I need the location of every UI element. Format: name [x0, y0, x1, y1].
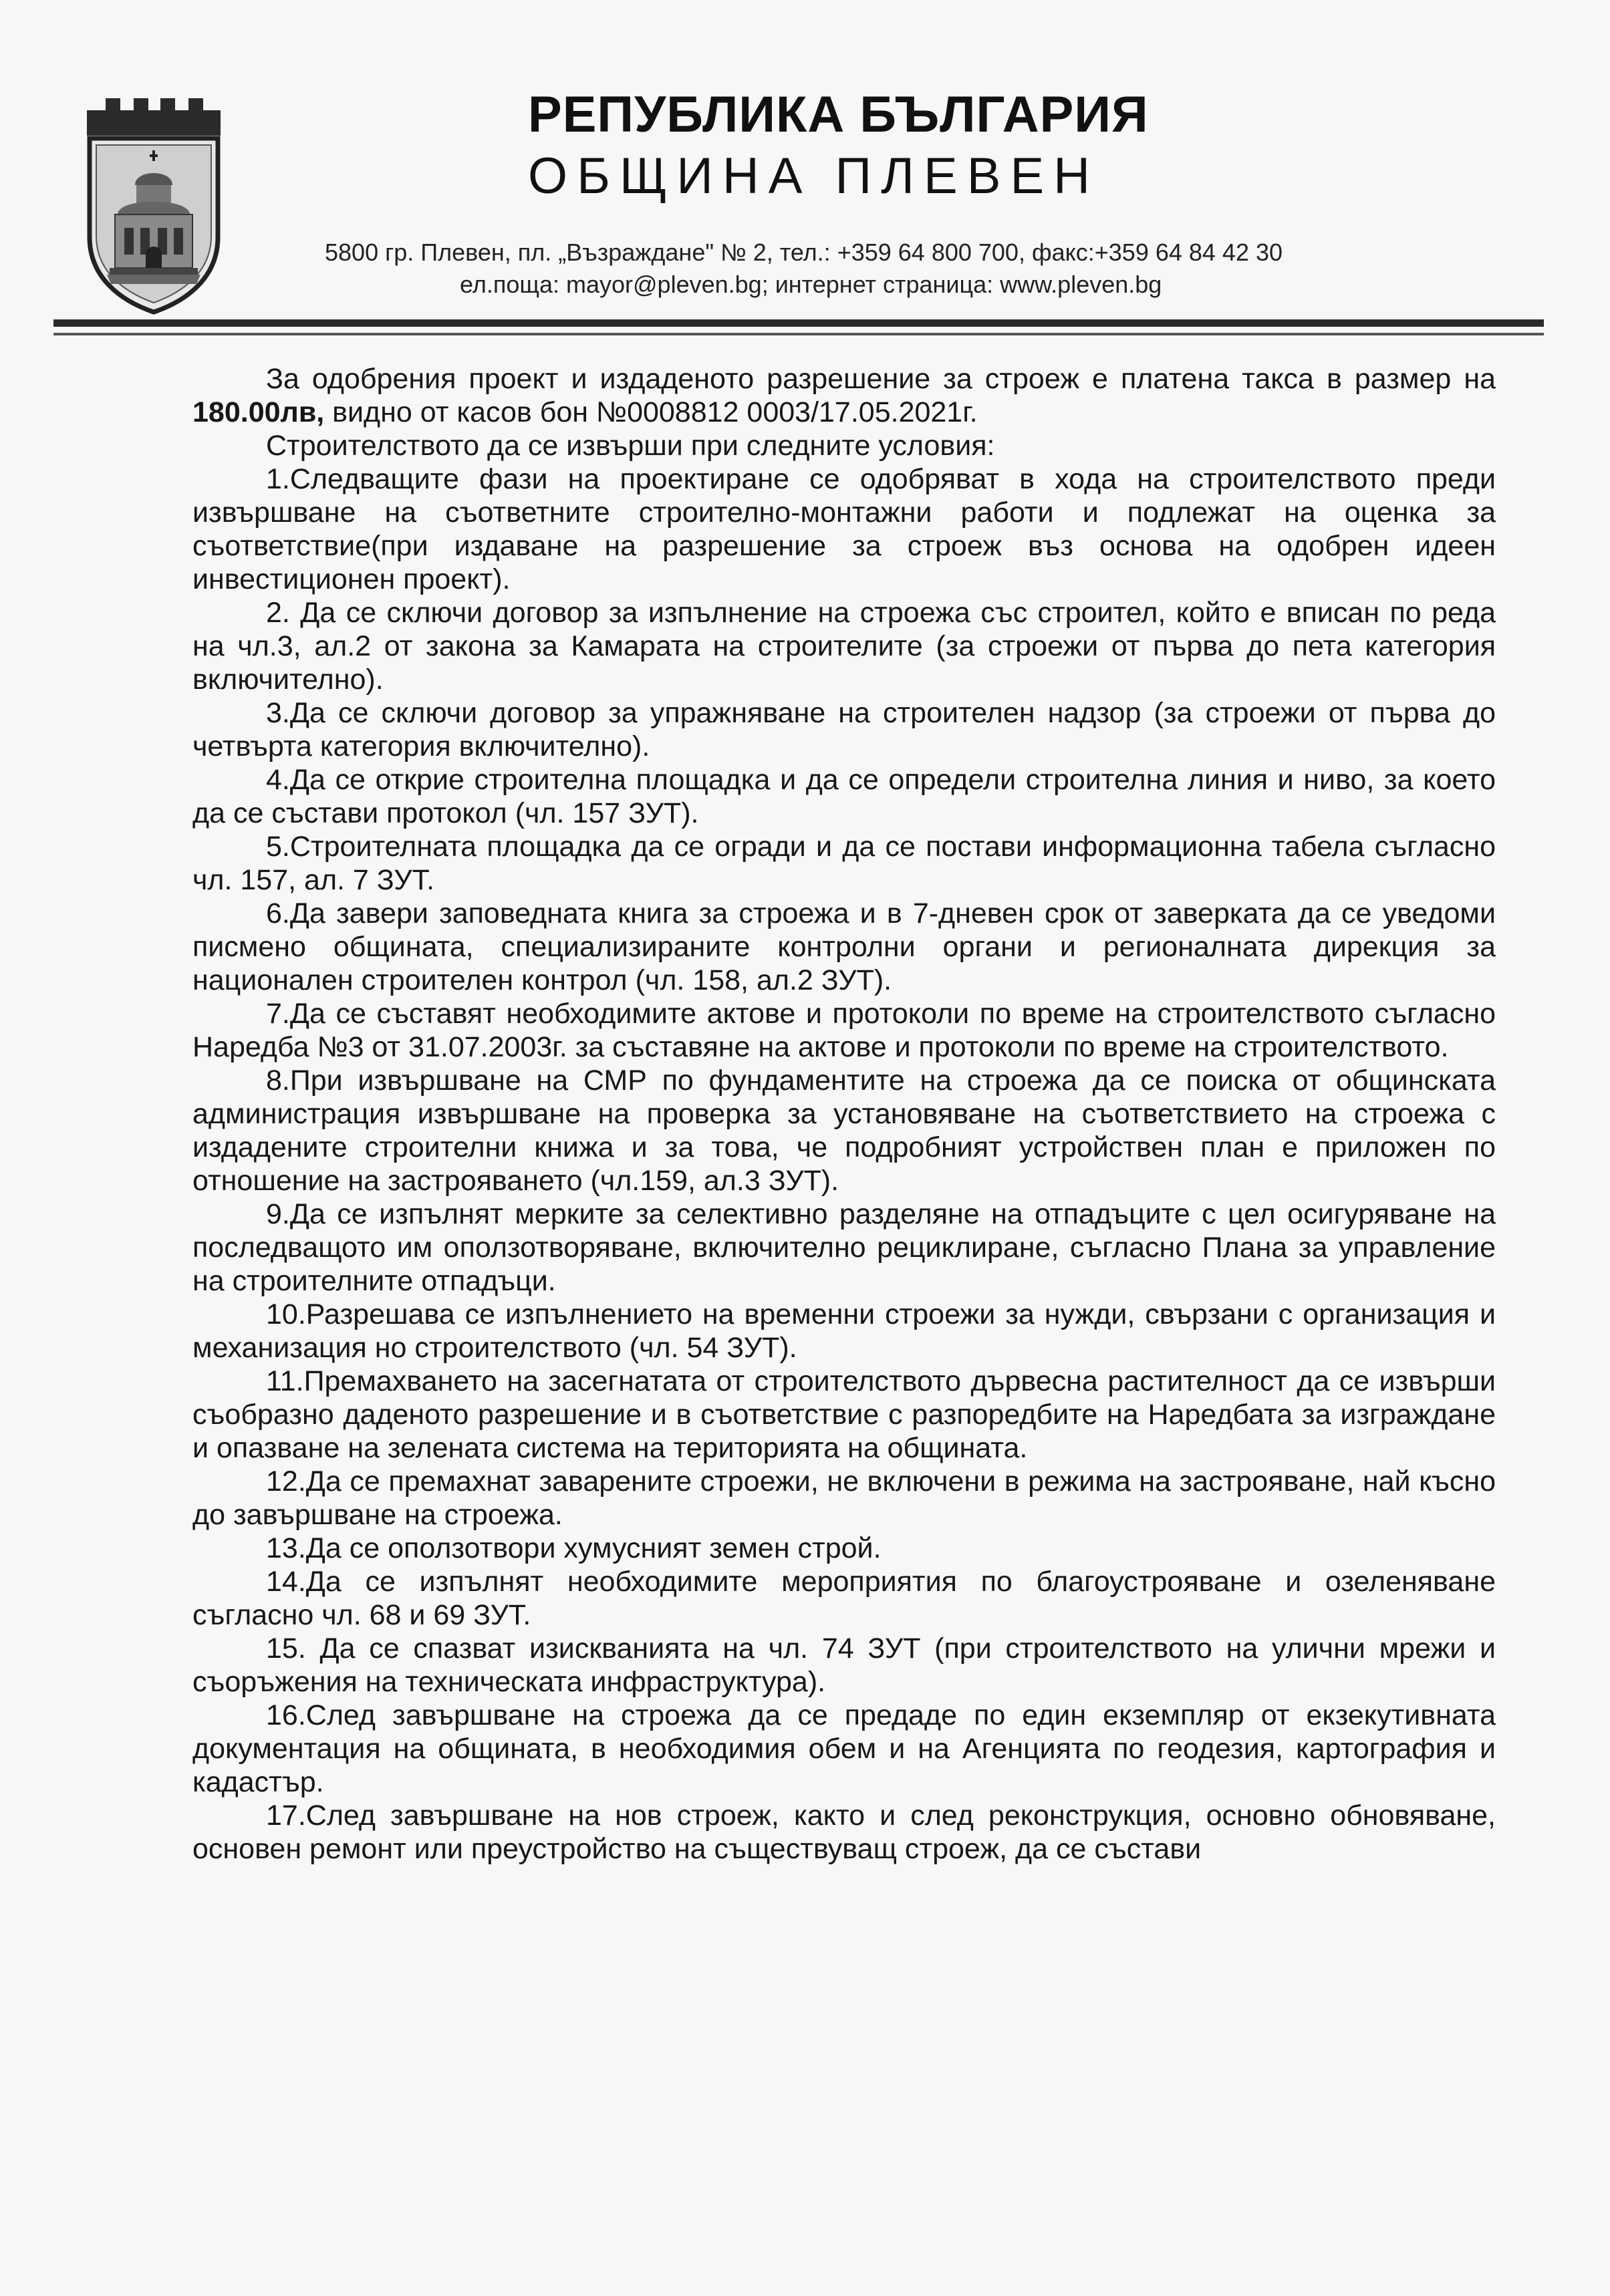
fee-paragraph — [192, 362, 1496, 429]
fee-amount: 180.00лв, — [192, 396, 325, 428]
fee-text-start: За одобрения проект и издаденото разрешение за строеж е платена такса в размер на — [266, 363, 1496, 395]
document-body — [192, 362, 1496, 1866]
header-web-line: ел.поща: mayor@pleven.bg; интернет страница: www.pleven.bg — [460, 271, 1162, 298]
condition-item: 4.Да се открие строителна площадка и да се определи строителна линия и ниво, за което да се състави протокол (чл. 157 ЗУТ). — [192, 764, 1496, 829]
condition-item: 3.Да се сключи договор за упражняване на строителен надзор (за строежи от първа до четвърта категория включително). — [192, 697, 1496, 762]
condition-item: 10.Разрешава се изпълнението на временни строежи за нужди, свързани с организация и механизация но строителството (чл. 54 ЗУТ). — [192, 1298, 1496, 1364]
condition-item: 16.След завършване на строежа да се предаде по един екземпляр от екзекутивната документация на общината, в необходимия обем и на Агенцията по геодезия, картография и кадастър. — [192, 1699, 1496, 1798]
condition-item: 12.Да се премахнат заварените строежи, не включени в режима на застрояване, най късно до завършване на строежа. — [192, 1465, 1496, 1531]
condition-item: 17.След завършване на нов строеж, както и след реконструкция, основно обновяване, основен ремонт или преустройство на съществуващ строеж, да се състави — [192, 1800, 1496, 1865]
header-divider-thick — [53, 319, 1544, 327]
conditions-intro: Строителството да се извърши при следните условия: — [266, 430, 995, 462]
condition-item: 1.Следващите фази на проектиране се одобряват в хода на строителството преди извършване на съответните строително-монтажни работи и подлежат на оценка за съответствие(при издаване на разрешение за строеж въз основа на одобрен идеен инвестиционен проект). — [192, 463, 1496, 595]
pleven-coat-of-arms-icon — [80, 97, 227, 317]
condition-item: 6.Да завери заповедната книга за строежа и в 7-дневен срок от заверката да се уведоми писмено общината, специализираните контролни органи и регионалната дирекция за национален строителен контрол (чл. 158, ал.2 ЗУТ). — [192, 897, 1496, 996]
header-title-country: РЕПУБЛИКА БЪЛГАРИЯ — [528, 86, 1149, 143]
fee-text-end: видно от касов бон №0008812 0003/17.05.2021г. — [324, 396, 978, 428]
condition-item: 14.Да се изпълнят необходимите мероприятия по благоустрояване и озеленяване съгласно чл. 68 и 69 ЗУТ. — [192, 1566, 1496, 1631]
header-divider-thin — [53, 333, 1544, 335]
condition-item: 15. Да се спазват изискванията на чл. 74 ЗУТ (при строителството на улични мрежи и съоръжения на техническата инфраструктура). — [192, 1632, 1496, 1698]
condition-item: 9.Да се изпълнят мерките за селективно разделяне на отпадъците с цел осигуряване на последващото им оползотворяване, включително рециклиране, съгласно Плана за управление на строителните отпадъци. — [192, 1198, 1496, 1297]
condition-item: 13.Да се оползотвори хумусният земен строй. — [266, 1532, 882, 1564]
header-title-municipality: ОБЩИНА ПЛЕВЕН — [528, 148, 1100, 204]
condition-item: 7.Да се съставят необходимите актове и протоколи по време на строителството съгласно Наредба №3 от 31.07.2003г. за съставяне на актове и протоколи по време на строителството. — [192, 998, 1496, 1063]
condition-item: 8.При извършване на СМР по фундаментите на строежа да се поиска от общинската администрация извършване на проверка за установяване на съответствието на строежа с издадените строителни книжа и за това, че подробният устройствен план е приложен по отношение на застрояването (чл.159, ал.3 ЗУТ). — [192, 1064, 1496, 1197]
condition-item: 5.Строителната площадка да се огради и да се постави информационна табела съгласно чл. 157, ал. 7 ЗУТ. — [192, 831, 1496, 896]
condition-item: 2. Да се сключи договор за изпълнение на строежа със строител, който е вписан по реда на чл.3, ал.2 от закона за Камарата на строителите (за строежи от първа до пета категория включително). — [192, 597, 1496, 696]
header-contact-line: 5800 гр. Плевен, пл. „Възраждане" № 2, тел.: +359 64 800 700, факс:+359 64 84 42 30 — [325, 239, 1283, 266]
condition-item: 11.Премахването на засегнатата от строителството дървесна растителност да се извърши съобразно даденото разрешение и в съответствие с разпоредбите на Наредбата за изграждане и опазване на зелената система на територията на общината. — [192, 1365, 1496, 1464]
